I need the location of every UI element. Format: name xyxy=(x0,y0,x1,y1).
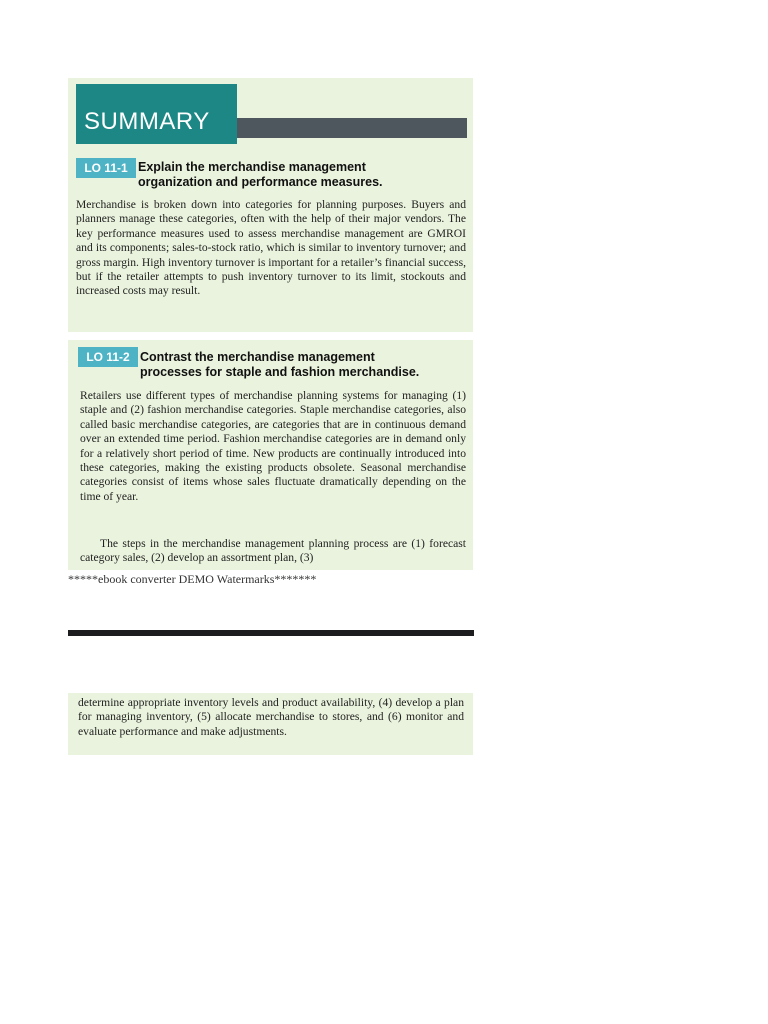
lo-11-2-heading xyxy=(140,350,470,380)
lo-11-2-heading-line2: processes for staple and fashion merchandise. xyxy=(140,365,420,379)
lo-11-2-paragraph-1: Retailers use different types of merchandise planning systems for managing (1) staple and (2) fashion merchandise categories. Staple merchandise categories, also called basic merchandise categories, are categories that are in continuous demand over an extended time period. Fashion merchandise categories are in demand only for a relatively short period of time. New products are continually introduced into these categories, making the existing products obsolete. Seasonal merchandise categories consist of items whose sales fluctuate dramatically depending on the time of year. xyxy=(80,389,466,503)
lo-11-2-heading-line1: Contrast the merchandise management xyxy=(140,350,375,364)
summary-title-rule xyxy=(237,118,467,138)
page-divider xyxy=(68,630,474,636)
summary-title: SUMMARY xyxy=(76,84,237,144)
lo-11-1-badge: LO 11-1 xyxy=(76,158,136,178)
lo-11-2-paragraph-2: The steps in the merchandise management planning process are (1) forecast category sales, (2) develop an assortment plan, (3) xyxy=(80,537,466,565)
continuation-paragraph: determine appropriate inventory levels and product availability, (4) develop a plan for managing inventory, (5) allocate merchandise to stores, and (6) monitor and evaluate performance and make adjustments. xyxy=(78,696,464,738)
lo-11-2-badge: LO 11-2 xyxy=(78,347,138,367)
lo-11-1-paragraph: Merchandise is broken down into categories for planning purposes. Buyers and planners manage these categories, often with the help of their major vendors. The key performance measures used to assess merchandise management are GMROI and its components; sales-to-stock ratio, which is similar to inventory turnover; and gross margin. High inventory turnover is important for a retailer’s financial success, but if the retailer attempts to push inventory turnover to its limit, stockouts and increased costs may result. xyxy=(76,198,466,298)
watermark-text: *****ebook converter DEMO Watermarks******* xyxy=(68,572,317,586)
lo-11-1-heading xyxy=(138,160,458,190)
lo-11-1-heading-line2: organization and performance measures. xyxy=(138,175,383,189)
lo-11-1-heading-line1: Explain the merchandise management xyxy=(138,160,366,174)
